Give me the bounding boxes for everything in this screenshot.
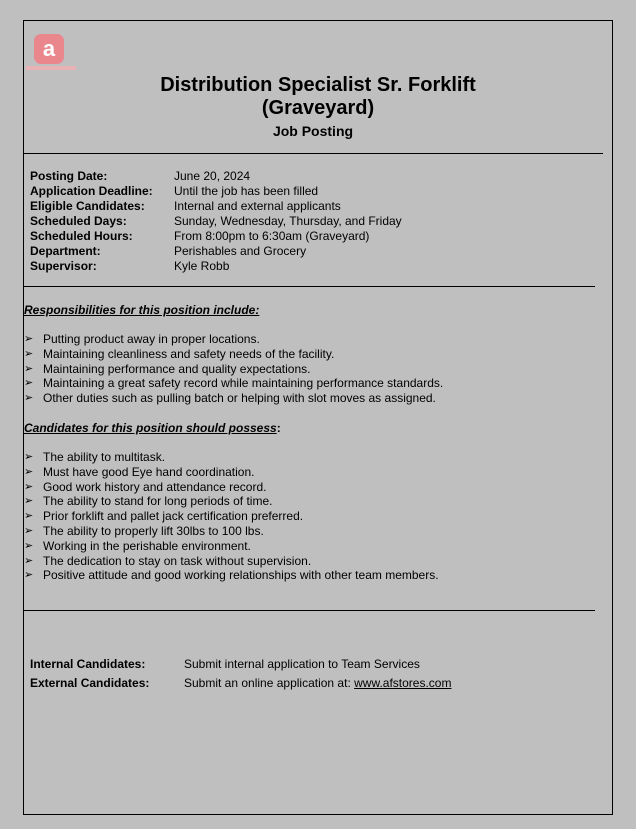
info-value: Internal and external applicants	[174, 199, 341, 213]
divider	[23, 286, 595, 287]
info-label: Scheduled Hours:	[30, 229, 133, 243]
info-value: From 8:00pm to 6:30am (Graveyard)	[174, 229, 370, 243]
responsibilities-list	[24, 332, 443, 406]
list-item	[24, 465, 439, 480]
info-row	[30, 169, 402, 184]
list-item-text: The ability to properly lift 30lbs to 100 lbs.	[43, 523, 264, 538]
info-label: Department:	[30, 244, 101, 258]
list-item	[24, 554, 439, 569]
info-row	[30, 214, 402, 229]
arrow-bullet-icon: ➢	[24, 569, 34, 582]
info-row	[30, 184, 402, 199]
qualifications-heading-text: Candidates for this position should possess	[24, 421, 277, 435]
list-item	[24, 480, 439, 495]
info-row	[30, 199, 402, 214]
list-item	[24, 391, 443, 406]
info-row	[30, 244, 402, 259]
responsibilities-heading	[24, 303, 259, 317]
list-item-text: Other duties such as pulling batch or helping with slot moves as assigned.	[43, 391, 436, 406]
list-item-text: Prior forklift and pallet jack certification preferred.	[43, 509, 304, 524]
list-item-text: Working in the perishable environment.	[43, 538, 251, 553]
internal-candidates-value: Submit internal application to Team Services	[184, 657, 420, 671]
list-item-text: Maintaining cleanliness and safety needs of the facility.	[43, 346, 335, 361]
info-label: Supervisor:	[30, 259, 97, 273]
list-item-text: The ability to multitask.	[43, 450, 166, 464]
list-item	[24, 568, 439, 583]
list-item	[24, 332, 443, 347]
arrow-bullet-icon: ➢	[24, 554, 34, 567]
responsibilities-heading-text: Responsibilities for this position include:	[24, 303, 260, 317]
info-label: Application Deadline:	[30, 184, 153, 198]
internal-candidates-row	[30, 657, 420, 671]
arrow-bullet-icon: ➢	[24, 392, 34, 405]
external-candidates-label: External Candidates:	[30, 676, 150, 690]
qualifications-heading	[24, 421, 281, 435]
divider	[23, 610, 595, 611]
arrow-bullet-icon: ➢	[24, 362, 34, 375]
arrow-bullet-icon: ➢	[24, 451, 34, 463]
internal-candidates-label: Internal Candidates:	[30, 657, 146, 671]
qualifications-list	[24, 450, 439, 583]
logo-tagline	[26, 66, 76, 70]
list-item-text: The dedication to stay on task without supervision.	[43, 553, 312, 568]
page-title	[0, 74, 636, 120]
logo-letter: a	[42, 36, 56, 61]
list-item	[24, 376, 443, 391]
info-row	[30, 229, 402, 244]
arrow-bullet-icon: ➢	[24, 495, 34, 508]
list-item	[24, 539, 439, 554]
external-candidates-value: Submit an online application at:	[184, 676, 355, 690]
list-item-text: Maintaining performance and quality expectations.	[43, 361, 311, 376]
info-label: Posting Date:	[30, 169, 108, 183]
info-value: Sunday, Wednesday, Thursday, and Friday	[174, 214, 402, 228]
title-line-1: Distribution Specialist Sr. Forklift	[160, 74, 476, 96]
list-item	[24, 347, 443, 362]
arrow-bullet-icon: ➢	[24, 510, 34, 523]
page-subtitle: Job Posting	[272, 123, 354, 139]
arrow-bullet-icon: ➢	[24, 333, 34, 345]
list-item-text: Maintaining a great safety record while maintaining performance standards.	[43, 376, 444, 391]
list-item-text: The ability to stand for long periods of time.	[43, 494, 273, 509]
external-candidates-row	[30, 676, 451, 690]
arrow-bullet-icon: ➢	[24, 539, 34, 552]
info-row	[30, 259, 402, 274]
info-value: Until the job has been filled	[174, 184, 319, 198]
page-frame	[23, 20, 613, 815]
list-item	[24, 509, 439, 524]
list-item	[24, 450, 439, 465]
list-item	[24, 494, 439, 509]
title-line-2: (Graveyard)	[261, 97, 375, 119]
list-item	[24, 524, 439, 539]
list-item-text: Positive attitude and good working relationships with other team members.	[43, 568, 439, 583]
arrow-bullet-icon: ➢	[24, 347, 34, 360]
list-item-text: Putting product away in proper locations.	[43, 332, 260, 346]
qualifications-heading-colon: :	[276, 421, 281, 435]
list-item	[24, 362, 443, 377]
info-value: Perishables and Grocery	[174, 244, 307, 258]
info-label: Scheduled Days:	[30, 214, 127, 228]
posting-info	[30, 169, 402, 274]
arrow-bullet-icon: ➢	[24, 465, 34, 478]
afstores-link[interactable]: www.afstores.com	[354, 676, 452, 690]
company-logo	[34, 34, 64, 64]
arrow-bullet-icon: ➢	[24, 377, 34, 390]
list-item-text: Good work history and attendance record.	[43, 479, 267, 494]
info-value: Kyle Robb	[174, 259, 230, 273]
info-label: Eligible Candidates:	[30, 199, 145, 213]
arrow-bullet-icon: ➢	[24, 524, 34, 537]
info-value: June 20, 2024	[174, 169, 251, 183]
divider	[23, 153, 603, 154]
list-item-text: Must have good Eye hand coordination.	[43, 464, 255, 479]
arrow-bullet-icon: ➢	[24, 480, 34, 493]
